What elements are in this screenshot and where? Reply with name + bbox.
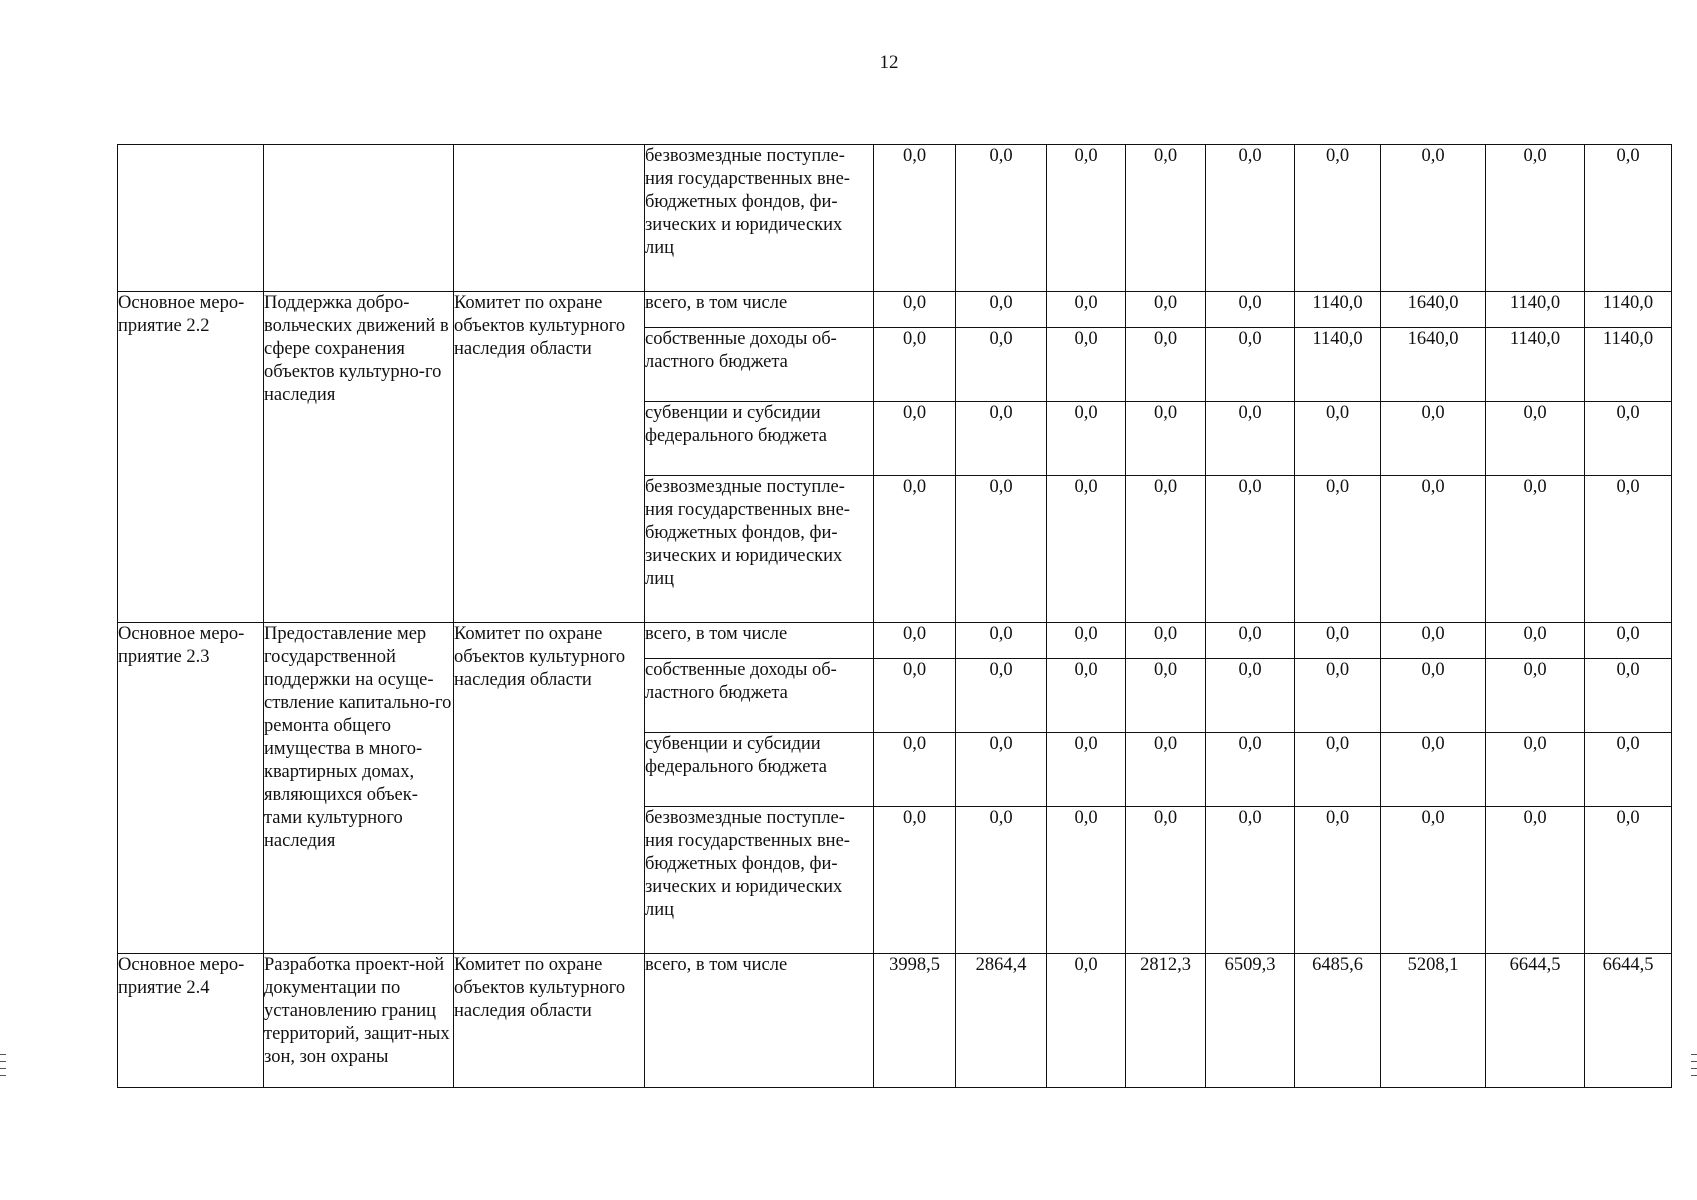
funding-source-cell: безвозмездные поступле-ния государственных вне-бюджетных фондов, фи-зических и юридических лиц — [645, 807, 874, 954]
value-cell: 1140,0 — [1585, 292, 1672, 328]
value-cell: 0,0 — [1381, 402, 1486, 476]
value-cell: 0,0 — [874, 733, 956, 807]
value-cell: 0,0 — [1381, 476, 1486, 623]
value-cell: 0,0 — [956, 807, 1047, 954]
funding-source-cell: субвенции и субсидии федерального бюджета — [645, 733, 874, 807]
value-cell: 1140,0 — [1295, 328, 1381, 402]
value-cell: 0,0 — [1206, 623, 1295, 659]
value-cell: 0,0 — [956, 402, 1047, 476]
table-row — [118, 623, 1672, 659]
value-cell: 0,0 — [874, 145, 956, 292]
value-cell: 0,0 — [1206, 292, 1295, 328]
value-cell: 0,0 — [1585, 145, 1672, 292]
table-body — [118, 145, 1672, 1088]
title-cell — [264, 145, 454, 292]
executor-cell: Комитет по охране объектов культурного наследия области — [454, 623, 645, 954]
funding-source-cell: всего, в том числе — [645, 954, 874, 1088]
value-cell: 0,0 — [956, 733, 1047, 807]
value-cell: 0,0 — [1381, 807, 1486, 954]
value-cell: 0,0 — [1381, 623, 1486, 659]
value-cell: 0,0 — [1486, 659, 1585, 733]
title-cell: Разработка проект-ной документации по установлению границ территорий, защит-ных зон, зон охраны — [264, 954, 454, 1088]
funding-source-cell: всего, в том числе — [645, 623, 874, 659]
value-cell: 0,0 — [1126, 623, 1206, 659]
value-cell: 1140,0 — [1486, 328, 1585, 402]
measure-cell: Основное меро-приятие 2.3 — [118, 623, 264, 954]
value-cell: 0,0 — [1381, 659, 1486, 733]
value-cell: 0,0 — [874, 402, 956, 476]
value-cell: 0,0 — [874, 659, 956, 733]
value-cell: 0,0 — [1126, 402, 1206, 476]
table-row — [118, 954, 1672, 1088]
value-cell: 0,0 — [874, 476, 956, 623]
value-cell: 0,0 — [1126, 807, 1206, 954]
measure-cell: Основное меро-приятие 2.4 — [118, 954, 264, 1088]
value-cell: 0,0 — [1295, 807, 1381, 954]
value-cell: 0,0 — [874, 328, 956, 402]
value-cell: 0,0 — [1047, 402, 1126, 476]
value-cell: 0,0 — [956, 623, 1047, 659]
value-cell: 0,0 — [1206, 328, 1295, 402]
executor-cell: Комитет по охране объектов культурного наследия области — [454, 292, 645, 623]
value-cell: 0,0 — [1206, 402, 1295, 476]
value-cell: 0,0 — [1295, 145, 1381, 292]
value-cell: 2812,3 — [1126, 954, 1206, 1088]
value-cell: 6509,3 — [1206, 954, 1295, 1088]
value-cell: 0,0 — [1047, 145, 1126, 292]
value-cell: 0,0 — [1381, 733, 1486, 807]
value-cell: 0,0 — [1295, 623, 1381, 659]
funding-source-cell: безвозмездные поступле-ния государственных вне-бюджетных фондов, фи-зических и юридических лиц — [645, 145, 874, 292]
value-cell: 0,0 — [1126, 733, 1206, 807]
value-cell: 1140,0 — [1295, 292, 1381, 328]
funding-source-cell: собственные доходы об-ластного бюджета — [645, 659, 874, 733]
title-cell: Предоставление мер государственной поддержки на осуще-ствление капитально-го ремонта общего имущества в много-квартирных домах, являющихся объек-тами культурного наследия — [264, 623, 454, 954]
value-cell: 0,0 — [1486, 145, 1585, 292]
value-cell: 0,0 — [1585, 659, 1672, 733]
value-cell: 0,0 — [1047, 659, 1126, 733]
value-cell: 0,0 — [1295, 733, 1381, 807]
value-cell: 0,0 — [1047, 292, 1126, 328]
value-cell: 0,0 — [1585, 623, 1672, 659]
value-cell: 0,0 — [1126, 292, 1206, 328]
value-cell: 0,0 — [874, 807, 956, 954]
funding-source-cell: всего, в том числе — [645, 292, 874, 328]
right-margin-marks — [1691, 1054, 1697, 1082]
value-cell: 0,0 — [1295, 402, 1381, 476]
value-cell: 0,0 — [956, 292, 1047, 328]
budget-table — [117, 144, 1672, 1088]
value-cell: 0,0 — [1585, 402, 1672, 476]
value-cell: 6644,5 — [1486, 954, 1585, 1088]
measure-cell — [118, 145, 264, 292]
value-cell: 0,0 — [1206, 807, 1295, 954]
value-cell: 0,0 — [1206, 733, 1295, 807]
table-row — [118, 145, 1672, 292]
value-cell: 0,0 — [1126, 659, 1206, 733]
value-cell: 0,0 — [1047, 954, 1126, 1088]
funding-source-cell: собственные доходы об-ластного бюджета — [645, 328, 874, 402]
value-cell: 0,0 — [1126, 476, 1206, 623]
value-cell: 0,0 — [1047, 807, 1126, 954]
value-cell: 0,0 — [874, 623, 956, 659]
value-cell: 0,0 — [1047, 623, 1126, 659]
value-cell: 0,0 — [956, 659, 1047, 733]
executor-cell: Комитет по охране объектов культурного наследия области — [454, 954, 645, 1088]
value-cell: 0,0 — [1206, 659, 1295, 733]
value-cell: 0,0 — [1585, 476, 1672, 623]
value-cell: 0,0 — [1206, 476, 1295, 623]
value-cell: 1640,0 — [1381, 328, 1486, 402]
value-cell: 0,0 — [1047, 733, 1126, 807]
value-cell: 0,0 — [1206, 145, 1295, 292]
value-cell: 0,0 — [956, 328, 1047, 402]
measure-cell: Основное меро-приятие 2.2 — [118, 292, 264, 623]
value-cell: 0,0 — [1486, 623, 1585, 659]
value-cell: 0,0 — [1126, 145, 1206, 292]
value-cell: 0,0 — [1047, 328, 1126, 402]
funding-source-cell: субвенции и субсидии федерального бюджета — [645, 402, 874, 476]
value-cell: 0,0 — [1486, 476, 1585, 623]
funding-source-cell: безвозмездные поступле-ния государственных вне-бюджетных фондов, фи-зических и юридических лиц — [645, 476, 874, 623]
value-cell: 3998,5 — [874, 954, 956, 1088]
value-cell: 5208,1 — [1381, 954, 1486, 1088]
value-cell: 0,0 — [1381, 145, 1486, 292]
value-cell: 1140,0 — [1486, 292, 1585, 328]
value-cell: 0,0 — [1486, 402, 1585, 476]
value-cell: 6644,5 — [1585, 954, 1672, 1088]
value-cell: 0,0 — [1126, 328, 1206, 402]
value-cell: 2864,4 — [956, 954, 1047, 1088]
table-row — [118, 292, 1672, 328]
value-cell: 1140,0 — [1585, 328, 1672, 402]
value-cell: 0,0 — [1585, 733, 1672, 807]
value-cell: 0,0 — [1486, 807, 1585, 954]
value-cell: 0,0 — [956, 476, 1047, 623]
title-cell: Поддержка добро-вольческих движений в сфере сохранения объектов культурно-го наследия — [264, 292, 454, 623]
value-cell: 0,0 — [1585, 807, 1672, 954]
value-cell: 1640,0 — [1381, 292, 1486, 328]
left-margin-marks — [0, 1054, 6, 1082]
value-cell: 0,0 — [1295, 659, 1381, 733]
value-cell: 0,0 — [874, 292, 956, 328]
value-cell: 6485,6 — [1295, 954, 1381, 1088]
executor-cell — [454, 145, 645, 292]
value-cell: 0,0 — [1047, 476, 1126, 623]
value-cell: 0,0 — [1295, 476, 1381, 623]
value-cell: 0,0 — [956, 145, 1047, 292]
value-cell: 0,0 — [1486, 733, 1585, 807]
page-number: 12 — [879, 52, 899, 73]
